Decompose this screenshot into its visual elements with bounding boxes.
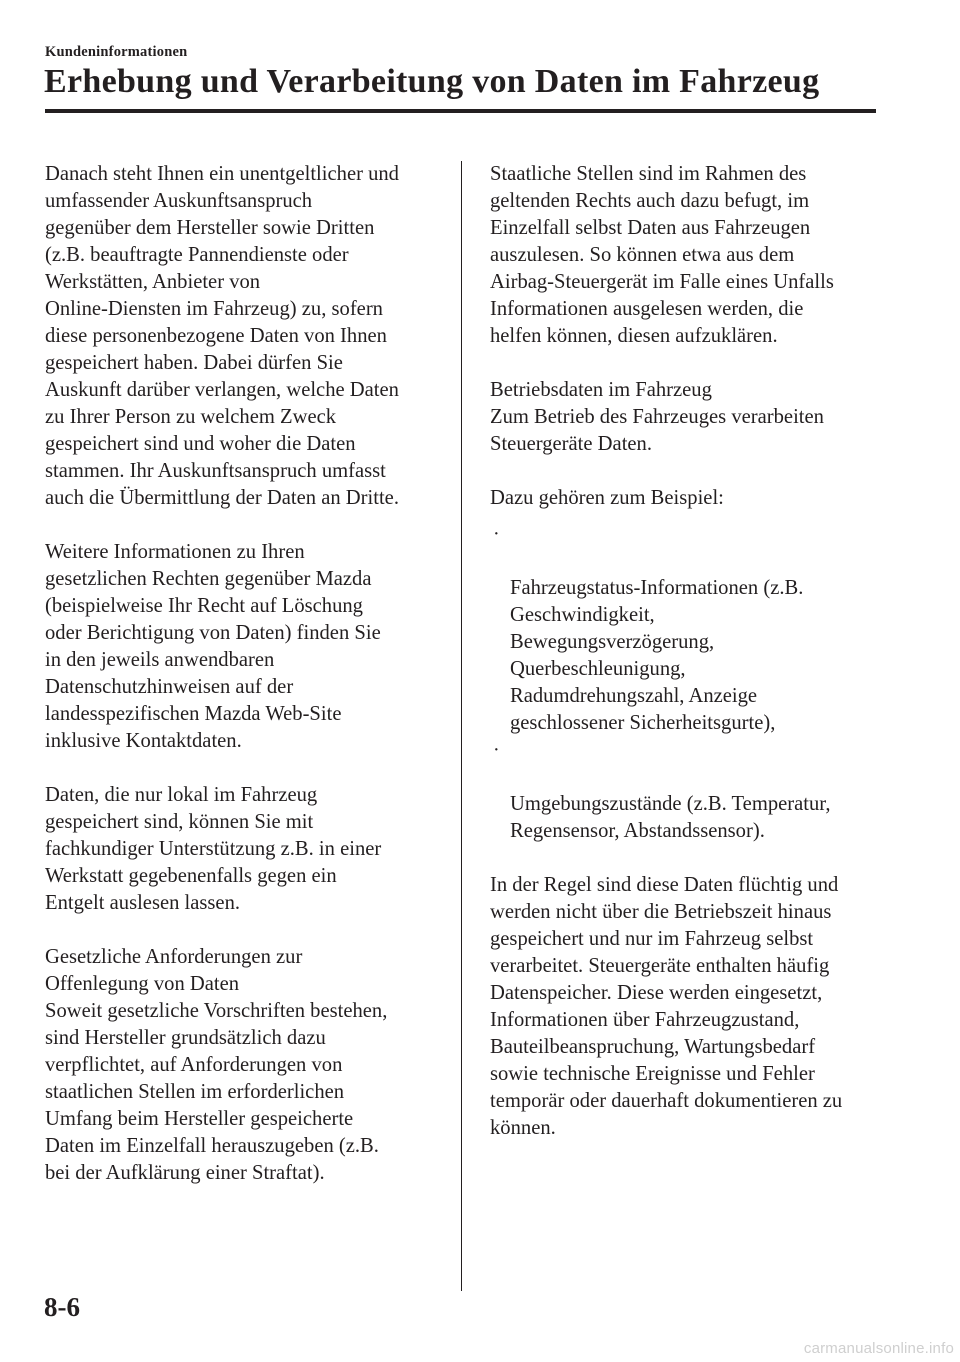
- list-item-text: Fahrzeugstatus-Informationen (z.B. Geschwindigkeit, Bewegungsverzögerung, Querbeschleunigung, Radumdrehungszahl, Anzeige geschlossener Sicherheitsgurte),: [510, 577, 804, 734]
- page-number: 8-6: [44, 1292, 80, 1322]
- paragraph: Daten, die nur lokal im Fahrzeug gespeichert sind, können Sie mit fachkundiger Unterstützung z.B. in einer Werkstatt gegebenenfalls gegen ein Entgelt auslesen lassen.: [45, 784, 382, 914]
- paragraph: Betriebsdaten im Fahrzeug Zum Betrieb des Fahrzeuges verarbeiten Steuergeräte Daten.: [490, 379, 824, 455]
- column-divider: [461, 161, 462, 1291]
- bullet-icon: ·: [493, 523, 500, 545]
- list-item: [490, 521, 882, 737]
- paragraph: Gesetzliche Anforderungen zur Offenlegung von Daten Soweit gesetzliche Vorschriften bestehen, sind Hersteller grundsätzlich dazu verpflichtet, auf Anforderungen von staatlichen Stellen im erforderlichen Umfang beim Hersteller gespeicherte Daten im Einzelfall herauszugeben (z.B. bei der Aufklärung einer Straftat).: [45, 946, 388, 1184]
- right-column: [490, 161, 882, 1169]
- section-label: Kundeninformationen: [45, 44, 188, 60]
- bullet-icon: ·: [493, 739, 500, 761]
- page-title: Erhebung und Verarbeitung von Daten im Fahrzeug: [44, 63, 820, 100]
- bullet-list: [490, 521, 882, 845]
- left-column: [45, 161, 445, 1214]
- watermark: carmanualsonline.info: [803, 1340, 954, 1357]
- paragraph: Dazu gehören zum Beispiel:: [490, 487, 724, 509]
- paragraph: Danach steht Ihnen ein unentgeltlicher und umfassender Auskunftsanspruch gegenüber dem Hersteller sowie Dritten (z.B. beauftragte Pannendienste oder Werkstätten, Anbieter von Online-Diensten im Fahrzeug) zu, sofern diese personenbezogene Daten von Ihnen gespeichert haben. Dabei dürfen Sie Auskunft darüber verlangen, welche Daten zu Ihrer Person zu welchem Zweck gespeichert sind und woher die Daten stammen. Ihr Auskunftsanspruch umfasst auch die Übermittlung der Daten an Dritte.: [45, 163, 399, 509]
- paragraph: In der Regel sind diese Daten flüchtig und werden nicht über die Betriebszeit hinaus gespeichert und nur im Fahrzeug selbst verarbeitet. Steuergeräte enthalten häufig Datenspeicher. Diese werden eingesetzt, Informationen über Fahrzeugzustand, Bauteilbeanspruchung, Wartungsbedarf sowie technische Ereignisse und Fehler temporär oder dauerhaft dokumentieren zu können.: [490, 874, 843, 1139]
- paragraph: Weitere Informationen zu Ihren gesetzlichen Rechten gegenüber Mazda (beispielweise Ihr Recht auf Löschung oder Berichtigung von Daten) finden Sie in den jeweils anwendbaren Datenschutzhinweisen auf der landesspezifischen Mazda Web-Site inklusive Kontaktdaten.: [45, 541, 381, 752]
- list-item-text: Umgebungszustände (z.B. Temperatur, Regensensor, Abstandssensor).: [510, 793, 831, 842]
- title-rule: [45, 109, 876, 113]
- paragraph: Staatliche Stellen sind im Rahmen des geltenden Rechts auch dazu befugt, im Einzelfall selbst Daten aus Fahrzeugen auszulesen. So können etwa aus dem Airbag-Steuergerät im Falle eines Unfalls Informationen ausgelesen werden, die helfen können, diesen aufzuklären.: [490, 163, 834, 347]
- list-item: [490, 737, 882, 845]
